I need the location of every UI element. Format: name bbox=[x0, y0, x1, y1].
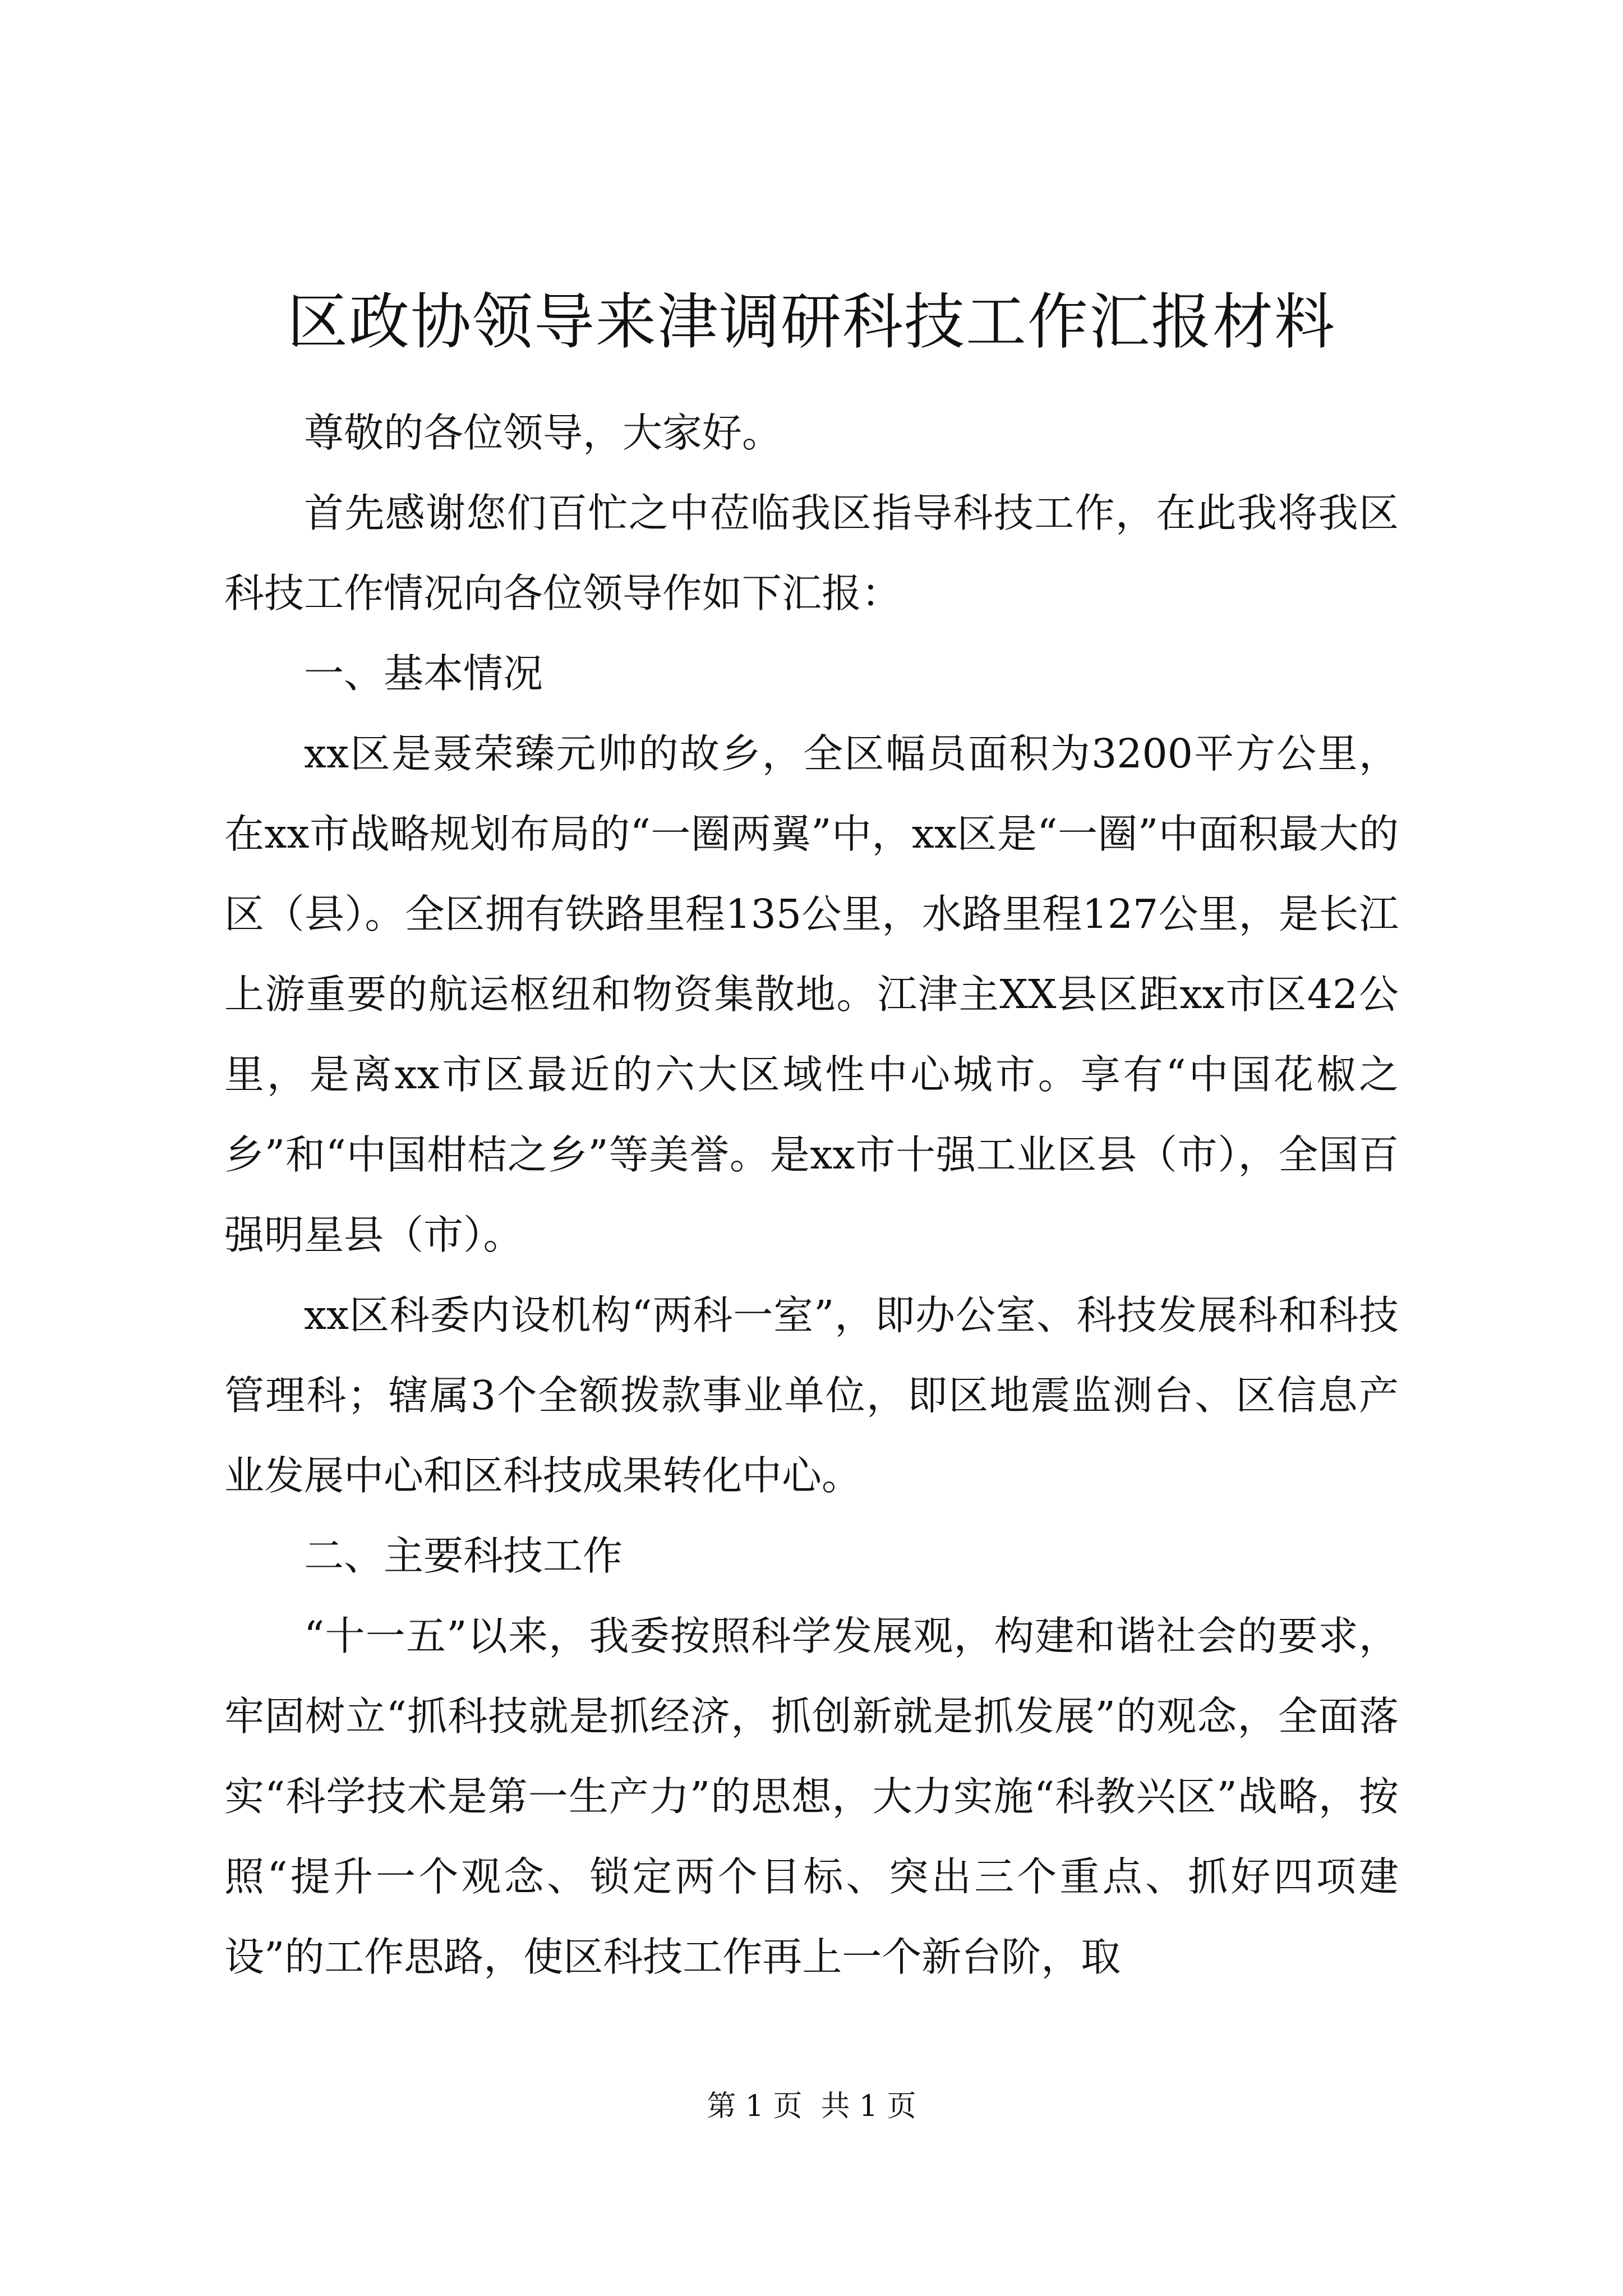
page-footer: 第 1 页 共 1 页 bbox=[707, 2090, 916, 2123]
paragraph-main-work: “十一五”以来，我委按照科学发展观，构建和谐社会的要求，牢固树立“抓科技就是抓经济，抓创新就是抓发展”的观念，全面落实“科学技术是第一生产力”的思想，大力实施“科教兴区”战略，按照“提升一个观念、锁定两个目标、突出三个重点、抓好四项建设”的工作思路，使区科技工作再上一个新台阶，取 bbox=[224, 1613, 1399, 1980]
paragraph-basic-info: xx区是聂荣臻元帅的故乡，全区幅员面积为3200平方公里，在xx市战略规划布局的“一圈两翼”中，xx区是“一圈”中面积最大的区（县）。全区拥有铁路里程135公里，水路里程127公里，是长江上游重要的航运枢纽和物资集散地。江津主XX县区距xx市区42公里，是离xx市区最近的六大区域性中心城市。享有“中国花椒之乡”和“中国柑桔之乡”等美誉。是xx市十强工业区县（市），全国百强明星县（市）。 bbox=[224, 730, 1399, 1258]
section-heading-main-work: 二、主要科技工作 bbox=[304, 1533, 623, 1579]
document-title: 区政协领导来津调研科技工作汇报材料 bbox=[287, 287, 1336, 357]
paragraph-greeting: 尊敬的各位领导，大家好。 bbox=[304, 409, 782, 456]
paragraph-intro: 首先感谢您们百忙之中莅临我区指导科技工作，在此我将我区科技工作情况向各位领导作如下汇报： bbox=[224, 490, 1399, 616]
document-body bbox=[224, 393, 1399, 1997]
paragraph-organization: xx区科委内设机构“两科一室”，即办公室、科技发展科和科技管理科；辖属3个全额拨款事业单位，即区地震监测台、区信息产业发展中心和区科技成果转化中心。 bbox=[224, 1292, 1399, 1499]
section-heading-basic: 一、基本情况 bbox=[304, 650, 543, 697]
